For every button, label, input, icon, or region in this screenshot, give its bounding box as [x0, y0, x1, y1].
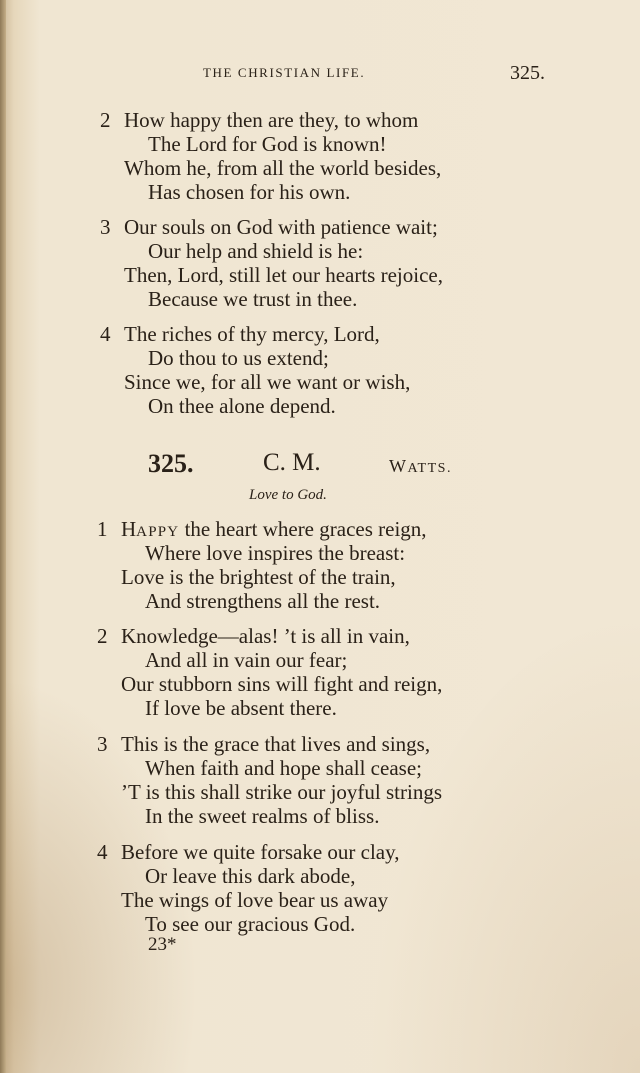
verse-line: And strengthens all the rest.: [145, 589, 381, 613]
verse-line: ’T is this shall strike our joyful strings: [121, 780, 443, 804]
hymn-author: [389, 456, 452, 477]
stanza-number: 4: [97, 840, 108, 864]
verse-line-first: [121, 517, 427, 544]
author-rest: ATTS.: [407, 461, 452, 476]
verse-line: Knowledge—alas! ’t is all in vain,: [121, 624, 410, 648]
hymn-meter: C. M.: [263, 449, 321, 476]
verse-line: To see our gracious God.: [145, 912, 356, 936]
stanza-number: 2: [100, 108, 111, 132]
verse-line: Has chosen for his own.: [148, 180, 351, 204]
page-number: 325.: [510, 62, 545, 84]
stanza-number: 1: [97, 517, 108, 541]
verse-line: When faith and hope shall cease;: [145, 756, 422, 780]
hymn-subtitle: Love to God.: [249, 487, 327, 503]
verse-line: The Lord for God is known!: [148, 132, 387, 156]
verse-line: Since we, for all we want or wish,: [124, 370, 411, 394]
verse-line: And all in vain our fear;: [145, 648, 348, 672]
stanza-number: 3: [100, 215, 111, 239]
hymn-number: 325.: [148, 449, 194, 478]
verse-line: In the sweet realms of bliss.: [145, 804, 380, 828]
verse-line: Before we quite forsake our clay,: [121, 840, 400, 864]
stanza-number: 2: [97, 624, 108, 648]
verse-line: The riches of thy mercy, Lord,: [124, 322, 380, 346]
verse-line: Our help and shield is he:: [148, 239, 364, 263]
verse-line: On thee alone depend.: [148, 394, 336, 418]
verse-line: Because we trust in thee.: [148, 287, 358, 311]
first-line-rest: the heart where graces reign,: [179, 517, 427, 541]
verse-line: Or leave this dark abode,: [145, 864, 356, 888]
verse-line: Our stubborn sins will fight and reign,: [121, 672, 443, 696]
page-header: [0, 62, 640, 86]
verse-line: Where love inspires the breast:: [145, 541, 406, 565]
verse-line: The wings of love bear us away: [121, 888, 389, 912]
first-word-rest: APPY: [136, 524, 180, 540]
verse-line: How happy then are they, to whom: [124, 108, 419, 132]
stanza-number: 4: [100, 322, 111, 346]
first-word-initial: H: [121, 517, 137, 541]
verse-line: Our souls on God with patience wait;: [124, 215, 438, 239]
verse-line: If love be absent there.: [145, 696, 337, 720]
signature-mark: 23*: [148, 934, 177, 955]
book-gutter: [0, 0, 6, 1073]
author-initial: W: [389, 456, 408, 476]
verse-line: Then, Lord, still let our hearts rejoice,: [124, 263, 443, 287]
stanza-number: 3: [97, 732, 108, 756]
verse-line: Do thou to us extend;: [148, 346, 329, 370]
verse-line: Whom he, from all the world besides,: [124, 156, 442, 180]
running-title: THE CHRISTIAN LIFE.: [203, 65, 366, 80]
verse-line: Love is the brightest of the train,: [121, 565, 396, 589]
verse-line: This is the grace that lives and sings,: [121, 732, 431, 756]
